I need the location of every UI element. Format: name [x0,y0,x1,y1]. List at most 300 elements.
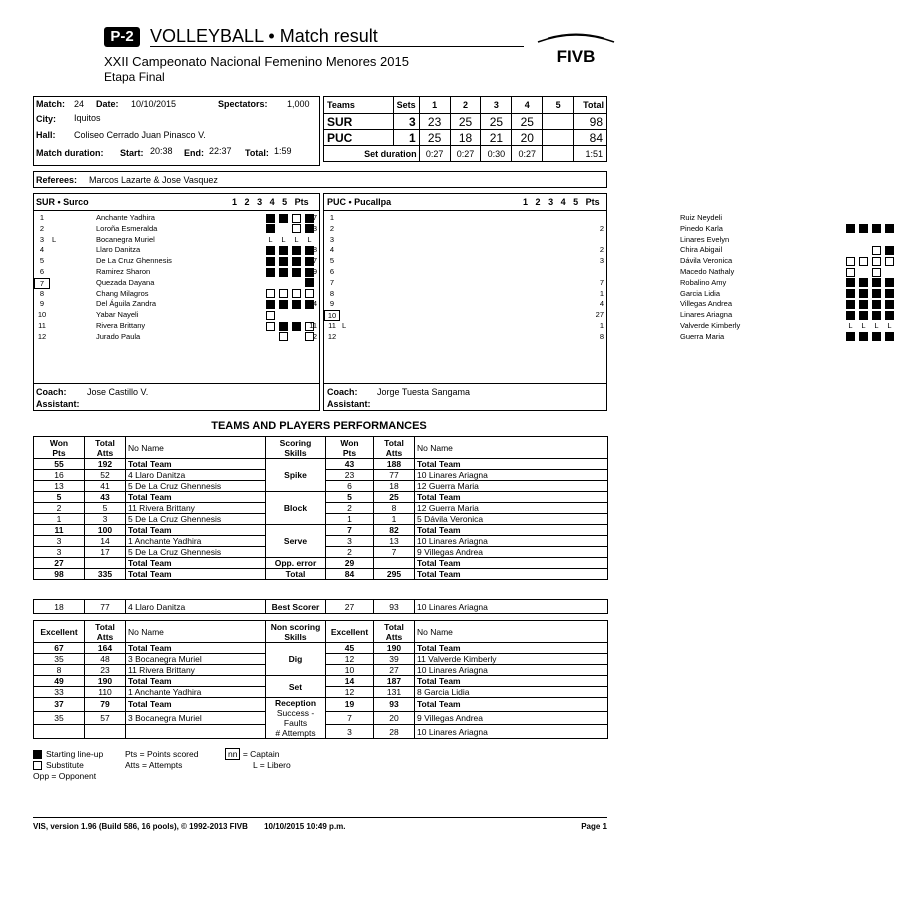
starting-set-icon [292,246,301,255]
player-number: 7 [34,278,50,289]
excellent-count: 7 [326,711,374,725]
player-name: Garcia Lidia [680,288,721,298]
match-number: 24 [74,99,85,109]
legend-atts: Atts = Attempts [125,760,183,770]
substitute-set-icon [292,289,301,298]
match-date: 10/10/2015 [131,99,177,109]
substitute-set-icon [846,257,855,266]
won-points: 6 [326,481,374,492]
substitute-set-icon [266,311,275,320]
match-label: Match: [36,99,65,109]
attempts: 187 [374,676,415,687]
starting-set-icon [846,332,855,341]
start-value: 20:38 [150,146,173,156]
substitute-set-icon [872,246,881,255]
player-number: 1 [329,213,335,222]
set1-header: 1 [419,97,450,114]
starting-set-icon [859,300,868,309]
player-points: 2 [599,245,604,255]
player-or-team: Total Team [126,459,266,470]
total-duration: 1:51 [574,146,607,162]
attempts: 110 [85,687,126,698]
excellent-count: 49 [34,676,85,687]
starting-set-icon [279,257,288,266]
scoring-row [34,492,608,503]
player-name: Loroña Esmeralda [96,223,158,233]
attempts: 57 [85,711,126,725]
player-or-team: 12 Guerra Maria [415,481,608,492]
set-col-header: 1 [232,197,238,207]
player-name: Rivera Brittany [96,321,146,330]
set4-header: 4 [512,97,543,114]
sets-won: 3 [393,114,419,130]
substitute-set-icon [266,289,275,298]
set-participation [846,213,898,224]
footer-page: Page 1 [581,822,607,831]
set-duration: 0:30 [481,146,512,162]
excellent-header: Excellent [326,621,374,643]
set3-header: 3 [481,97,512,114]
won-points: 16 [34,470,85,481]
player-or-team: Total Team [126,525,266,536]
teams-header: Teams [324,97,394,114]
player-number: 3 [329,234,335,244]
player-name: Robalino Amy [680,277,727,287]
player-name: Llaro Danitza [96,245,141,255]
won-points: 55 [34,459,85,470]
set-score: 21 [481,130,512,146]
libero-marker: L [52,234,57,244]
substitute-set-icon [266,322,275,331]
substitute-icon [33,761,42,770]
set-duration: 0:27 [450,146,481,162]
performance-title: TEAMS AND PLAYERS PERFORMANCES [211,420,427,432]
attempts: 295 [374,569,415,580]
best-scorer-atts: 93 [374,600,415,614]
duration-label: Match duration: [36,148,104,158]
footer-datetime: 10/10/2015 10:49 p.m. [264,822,346,831]
starting-set-icon [885,332,894,341]
hall-value: Coliseo Cerrado Juan Pinasco V. [74,130,206,140]
team-b-name: PUC • Pucallpa [327,197,392,207]
starting-set-icon [292,300,301,309]
player-number: 8 [39,288,45,298]
player-number: 5 [329,256,335,266]
player-or-team [126,725,266,739]
won-points: 2 [326,503,374,514]
attempts: 48 [85,654,126,665]
best-scorer-name: 4 Llaro Danitza [126,600,266,614]
set-participation [846,267,898,278]
referees-value: Marcos Lazarte & Jose Vasquez [89,175,218,185]
set-score: 18 [450,130,481,146]
player-row [34,278,317,289]
team-a-name: SUR • Surco [36,197,89,207]
substitute-set-icon [279,289,288,298]
player-row [34,310,317,321]
legend-pts: Pts = Points scored [125,749,199,759]
player-or-team: Total Team [415,492,608,503]
player-or-team: 10 Linares Ariagna [415,725,608,739]
player-number: 3 [39,234,45,244]
attempts: 192 [85,459,126,470]
libero-marker: L [342,321,347,330]
pts-col-header: Pts [585,197,600,207]
starting-set-icon [872,311,881,320]
end-label: End: [184,148,204,158]
player-name: Villegas Andrea [680,299,732,309]
player-points: 4 [599,299,604,309]
team-b-coach: Jorge Tuesta Sangama [377,387,471,397]
player-points: 7 [312,213,317,222]
starting-set-icon [859,278,868,287]
player-points: 4 [312,299,317,309]
best-scorer-pts: 18 [34,600,85,614]
player-number: 12 [327,331,337,341]
player-points: 9 [312,267,317,276]
attempts [85,558,126,569]
legend-substitute: Substitute [46,760,84,770]
libero-set-icon: L [268,234,273,244]
skill-label: Block [266,492,326,525]
score-table [323,96,607,162]
libero-set-icon: L [307,234,312,244]
set-participation [266,310,318,321]
player-or-team: 10 Linares Ariagna [415,665,608,676]
starting-set-icon [885,289,894,298]
attempts: 43 [85,492,126,503]
player-or-team: Total Team [415,558,608,569]
starting-set-icon [266,246,275,255]
player-number: 8 [329,288,335,298]
starting-set-icon [859,332,868,341]
starting-set-icon [292,322,301,331]
starting-set-icon [872,278,881,287]
attempts: 131 [374,687,415,698]
set-duration: 0:27 [512,146,543,162]
set-col-header: 5 [573,197,579,207]
won-points: 3 [326,536,374,547]
svg-text:FIVB: FIVB [556,47,596,66]
won-points: 5 [326,492,374,503]
assistant-label: Assistant: [327,399,371,409]
attempts: 7 [374,547,415,558]
attempts: 3 [85,514,126,525]
set-col-header: 5 [282,197,288,207]
set-col-header: 4 [269,197,275,207]
substitute-set-icon [885,257,894,266]
starting-lineup-icon [33,750,42,759]
set-duration: 0:27 [419,146,450,162]
player-or-team: 5 De La Cruz Ghennesis [126,547,266,558]
attempts: 18 [374,481,415,492]
player-name: Pinedo Karla [680,223,723,233]
scoring-row [34,569,608,580]
set-score [543,114,574,130]
player-or-team: 3 Bocanegra Muriel [126,654,266,665]
player-or-team: 10 Linares Ariagna [415,470,608,481]
excellent-count: 3 [326,725,374,739]
date-label: Date: [96,99,119,109]
attempts: 28 [374,725,415,739]
player-name: De La Cruz Ghennesis [96,256,172,266]
referees-label: Referees: [36,175,78,185]
legend-libero: L = Libero [253,760,291,770]
won-pts-header: Won Pts [34,437,85,459]
player-number: 6 [329,267,335,276]
sets-header: Sets [393,97,419,114]
player-or-team: 1 Anchante Yadhira [126,687,266,698]
best-scorer-label: Best Scorer [266,600,326,614]
player-points: 2 [312,331,317,341]
player-points: 27 [595,310,604,320]
best-scorer-table [33,599,608,614]
competition-name: XXII Campeonato Nacional Femenino Menores 2015 [104,54,409,69]
spectators-value: 1,000 [287,99,310,109]
won-points: 3 [34,536,85,547]
scoring-row [34,459,608,470]
set-duration-row [324,146,607,162]
excellent-count: 45 [326,643,374,654]
end-value: 22:37 [209,146,232,156]
player-or-team: Total Team [415,643,608,654]
player-or-team: 11 Rivera Brittany [126,503,266,514]
score-row-a [324,114,607,130]
no-name-header: No Name [126,621,266,643]
starting-set-icon [279,246,288,255]
legend-captain: = Captain [242,749,280,759]
attempts: 100 [85,525,126,536]
libero-set-icon: L [281,234,286,244]
coach-label: Coach: [327,387,358,397]
player-row [34,235,317,246]
set-score: 25 [512,114,543,130]
starting-set-icon [872,289,881,298]
player-points: 1 [599,288,604,298]
legend-starting: Starting line-up [46,749,104,759]
attempts: 13 [374,536,415,547]
libero-set-icon: L [861,321,866,330]
player-row [324,245,723,256]
player-number: 2 [39,223,45,233]
player-or-team: Total Team [126,558,266,569]
excellent-header: Excellent [34,621,85,643]
score-row-b [324,130,607,146]
total-label: Total: [245,148,269,158]
player-name: Dávila Veronica [680,256,733,266]
player-row [324,299,732,310]
excellent-count: 12 [326,654,374,665]
player-number: 10 [37,310,47,320]
excellent-count: 37 [34,698,85,712]
player-or-team: 11 Rivera Brittany [126,665,266,676]
set-participation [266,213,318,224]
player-name: Valverde Kimberly [680,321,741,330]
player-name: Linares Evelyn [680,234,730,244]
nonscoring-row [34,698,608,712]
attempts: 190 [374,643,415,654]
skill-set: Set [266,676,326,698]
team-code: PUC [324,130,394,146]
nonscoring-skills-header: Non scoring Skills [266,621,326,643]
player-row [324,256,733,267]
excellent-count: 67 [34,643,85,654]
player-or-team: Total Team [415,569,608,580]
attempts: 77 [374,470,415,481]
won-points: 2 [326,547,374,558]
player-row [324,223,723,235]
player-number: 1 [39,213,45,222]
won-points: 5 [34,492,85,503]
starting-set-icon [872,300,881,309]
player-name: Chang Milagros [96,288,149,298]
starting-set-icon [279,322,288,331]
player-number: 11 [328,321,336,330]
won-points: 27 [34,558,85,569]
player-name: Macedo Nathaly [680,267,735,276]
nonscoring-row [34,643,608,654]
player-or-team: 4 Llaro Danitza [126,470,266,481]
player-or-team: Total Team [126,698,266,712]
excellent-count: 14 [326,676,374,687]
set-participation [846,289,898,300]
scoring-skills-table [33,436,608,580]
starting-set-icon [292,257,301,266]
footer-version: VIS, version 1.96 (Build 586, 16 pools), © 1992-2013 FIVB [33,822,248,831]
player-or-team: Total Team [126,492,266,503]
won-points: 43 [326,459,374,470]
attempts: 27 [374,665,415,676]
set-participation [266,299,318,310]
player-row [324,321,892,332]
set-participation [266,235,318,246]
set-duration [543,146,574,162]
attempts: 164 [85,643,126,654]
attempts: 25 [374,492,415,503]
player-number: 7 [329,277,335,287]
starting-set-icon [266,268,275,277]
won-points: 2 [34,503,85,514]
scoring-row [34,525,608,536]
player-number: 9 [329,299,335,309]
competition-phase: Etapa Final [104,70,165,84]
city-label: City: [36,114,56,124]
player-row [324,331,725,343]
excellent-count: 19 [326,698,374,712]
starting-set-icon [859,311,868,320]
player-name: Chira Abigail [680,245,723,255]
player-row [34,289,317,300]
won-points: 84 [326,569,374,580]
attempts [85,725,126,739]
total-atts-header: Total Atts [85,621,126,643]
total-points: 84 [574,130,607,146]
player-or-team: 9 Villegas Andrea [415,711,608,725]
starting-set-icon [266,300,275,309]
set-participation [846,321,898,332]
skill-label: Opp. error [266,558,326,569]
player-or-team: Total Team [415,525,608,536]
best-scorer-pts: 27 [326,600,374,614]
excellent-count: 35 [34,711,85,725]
player-name: Jurado Paula [96,331,141,341]
substitute-set-icon [872,257,881,266]
starting-set-icon [266,257,275,266]
no-name-header: No Name [415,621,608,643]
player-points: 8 [599,331,604,341]
player-points: 18 [308,245,317,255]
scoring-row [34,558,608,569]
player-name: Anchante Yadhira [96,213,155,222]
starting-set-icon [292,268,301,277]
nonscoring-row [34,676,608,687]
starting-set-icon [872,224,881,233]
starting-set-icon [846,224,855,233]
player-or-team: 8 Garcia Lidia [415,687,608,698]
won-points: 23 [326,470,374,481]
set-participation [846,256,898,267]
starting-set-icon [885,246,894,255]
page-badge: P-2 [104,27,140,47]
player-or-team: Total Team [415,698,608,712]
set-participation [846,245,898,256]
player-number: 12 [37,331,47,341]
starting-set-icon [859,289,868,298]
player-name: Quezada Dayana [96,277,155,287]
no-name-header: No Name [415,437,608,459]
player-or-team: 12 Guerra Maria [415,503,608,514]
excellent-count: 35 [34,654,85,665]
player-number: 5 [39,256,45,266]
excellent-count: 10 [326,665,374,676]
player-name: Guerra Maria [680,331,725,341]
set-participation [266,224,318,235]
coach-label: Coach: [36,387,67,397]
attempts: 79 [85,698,126,712]
player-row [324,310,733,321]
sets-won: 1 [393,130,419,146]
player-or-team: 10 Linares Ariagna [415,536,608,547]
set5-header: 5 [543,97,574,114]
set-col-header: 4 [560,197,566,207]
set-participation [846,332,898,343]
player-number: 9 [39,299,45,309]
player-number: 2 [329,223,335,233]
set-duration-label: Set duration [324,146,420,162]
starting-set-icon [859,224,868,233]
scoring-skills-header: Scoring Skills [266,437,326,459]
player-or-team: 9 Villegas Andrea [415,547,608,558]
skill-reception: Reception Success - Faults # Attempts [266,698,326,739]
player-name: Bocanegra Muriel [96,234,155,244]
substitute-set-icon [846,268,855,277]
player-or-team: Total Team [126,643,266,654]
substitute-set-icon [872,268,881,277]
substitute-set-icon [279,332,288,341]
player-row [324,213,723,224]
total-atts-header: Total Atts [85,437,126,459]
excellent-count: 12 [326,687,374,698]
set-participation [266,267,318,278]
skill-label: Serve [266,525,326,558]
start-label: Start: [120,148,144,158]
player-or-team: 5 Dávila Veronica [415,514,608,525]
set-col-header: 1 [523,197,529,207]
substitute-set-icon [859,257,868,266]
pts-col-header: Pts [294,197,309,207]
starting-set-icon [885,224,894,233]
player-name: Del Águila Zandra [96,299,157,309]
